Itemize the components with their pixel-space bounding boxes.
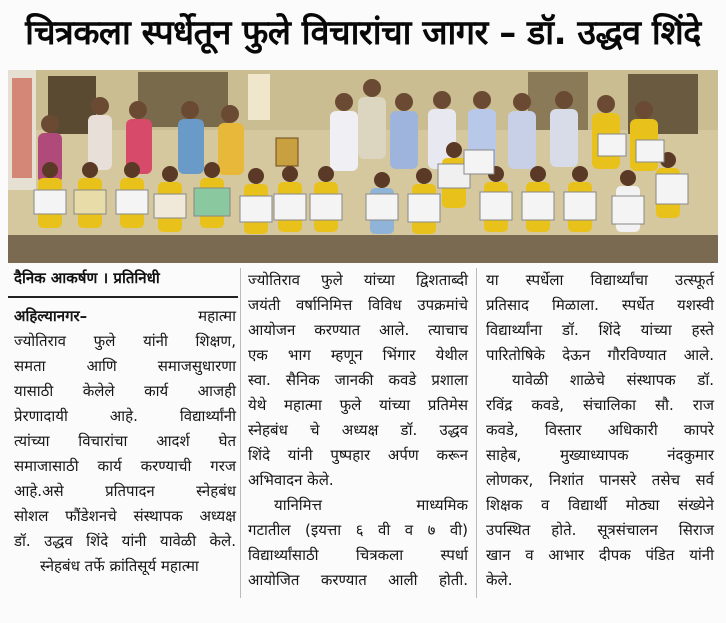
text-line: डॉ. उद्धव शिंदे यांनी यावेळी केले. <box>14 532 236 550</box>
text-line: येथे महात्मा फुले यांच्या प्रतिमेस <box>248 396 468 414</box>
text-fragment: महात्मा <box>198 307 236 325</box>
text-line: खान व आभार दीपक पंडित यांनी <box>486 546 714 564</box>
text-line: या स्पर्धेला विद्यार्थ्यांचा उत्स्फूर्त <box>486 271 714 289</box>
text-line: आयोजन करण्यात आले. त्याचाच <box>248 321 468 339</box>
text-line: साहेब, मुख्याध्यापक नंदकुमार <box>486 446 714 464</box>
text-line: आयोजित करण्यात आली होती. <box>248 571 468 589</box>
text-line: एक भाग म्हणून भिंगार येथील <box>248 346 468 364</box>
dateline-place: अहिल्यानगर– <box>14 307 88 325</box>
text-line: ज्योतिराव फुले यांच्या द्विशताब्दी <box>248 271 468 289</box>
text-line: यावेळी शाळेचे संस्थापक डॉ. <box>512 371 714 389</box>
text-line: रविंद्र कवडे, संचालिका सौ. राज <box>486 396 714 414</box>
text-line: उपस्थित होते. सूत्रसंचालन सिराज <box>486 521 714 539</box>
text-line: यासाठी केलेले कार्य आजही <box>14 382 236 400</box>
column-divider <box>240 268 241 598</box>
text-line: स्वा. सैनिक जानकी कवडे प्रशाला <box>248 371 468 389</box>
text-line: जयंती वर्षानिमित्त विविध उपक्रमांचे <box>248 296 468 314</box>
text-line: प्रतिसाद मिळाला. स्पर्धेत यशस्वी <box>486 296 714 314</box>
byline: दैनिक आकर्षण । प्रतिनिधी <box>14 269 160 287</box>
text-line: यानिमित्त माध्यमिक <box>274 496 468 514</box>
article-column-2 <box>248 268 468 593</box>
group-photo <box>8 70 718 263</box>
text-line: पारितोषिके देऊन गौरविण्यात आले. <box>486 346 714 364</box>
text-line: गटातील (इयत्ता ६ वी व ७ वी) <box>248 521 468 539</box>
text-line: आहे.असे प्रतिपादन स्नेहबंध <box>14 482 236 500</box>
text-line: प्रेरणादायी आहे. विद्यार्थ्यांनी <box>14 407 236 425</box>
text-line: विद्यार्थ्यांना डॉ. शिंदे यांच्या हस्ते <box>486 321 714 339</box>
article-column-1 <box>14 304 236 579</box>
text-line: लोणकर, निशांत पानसरे तसेच सर्व <box>486 471 714 489</box>
text-line <box>14 304 236 329</box>
text-line: विद्यार्थ्यांसाठी चित्रकला स्पर्धा <box>248 546 468 564</box>
text-line: ज्योतिराव फुले यांनी शिक्षण, <box>14 332 236 350</box>
text-line: केले. <box>486 571 513 589</box>
byline-rule <box>8 296 238 298</box>
text-line: त्यांच्या विचारांचा आदर्श घेत <box>14 432 236 450</box>
text-line: स्नेहबंध तर्फे क्रांतिसूर्य महात्मा <box>40 557 199 575</box>
column-divider <box>476 268 477 598</box>
text-line: स्नेहबंध चे अध्यक्ष डॉ. उद्धव <box>248 421 468 439</box>
headline: चित्रकला स्पर्धेतून फुले विचारांचा जागर – डॉ. उद्धव शिंदे <box>25 13 701 53</box>
text-line: समता आणि समाजसुधारणा <box>14 357 236 375</box>
text-line: शिक्षक व विद्यार्थी मोठ्या संख्येने <box>486 496 714 514</box>
text-line: कवडे, विस्तार अधिकारी कापरे <box>486 421 714 439</box>
article-column-3 <box>486 268 714 593</box>
text-line: शिंदे यांनी पुष्पहार अर्पण करून <box>248 446 468 464</box>
text-line: सोशल फौंडेशनचे संस्थापक अध्यक्ष <box>14 507 236 525</box>
text-line: समाजासाठी कार्य करण्याची गरज <box>14 457 236 475</box>
text-line: अभिवादन केले. <box>248 471 334 489</box>
